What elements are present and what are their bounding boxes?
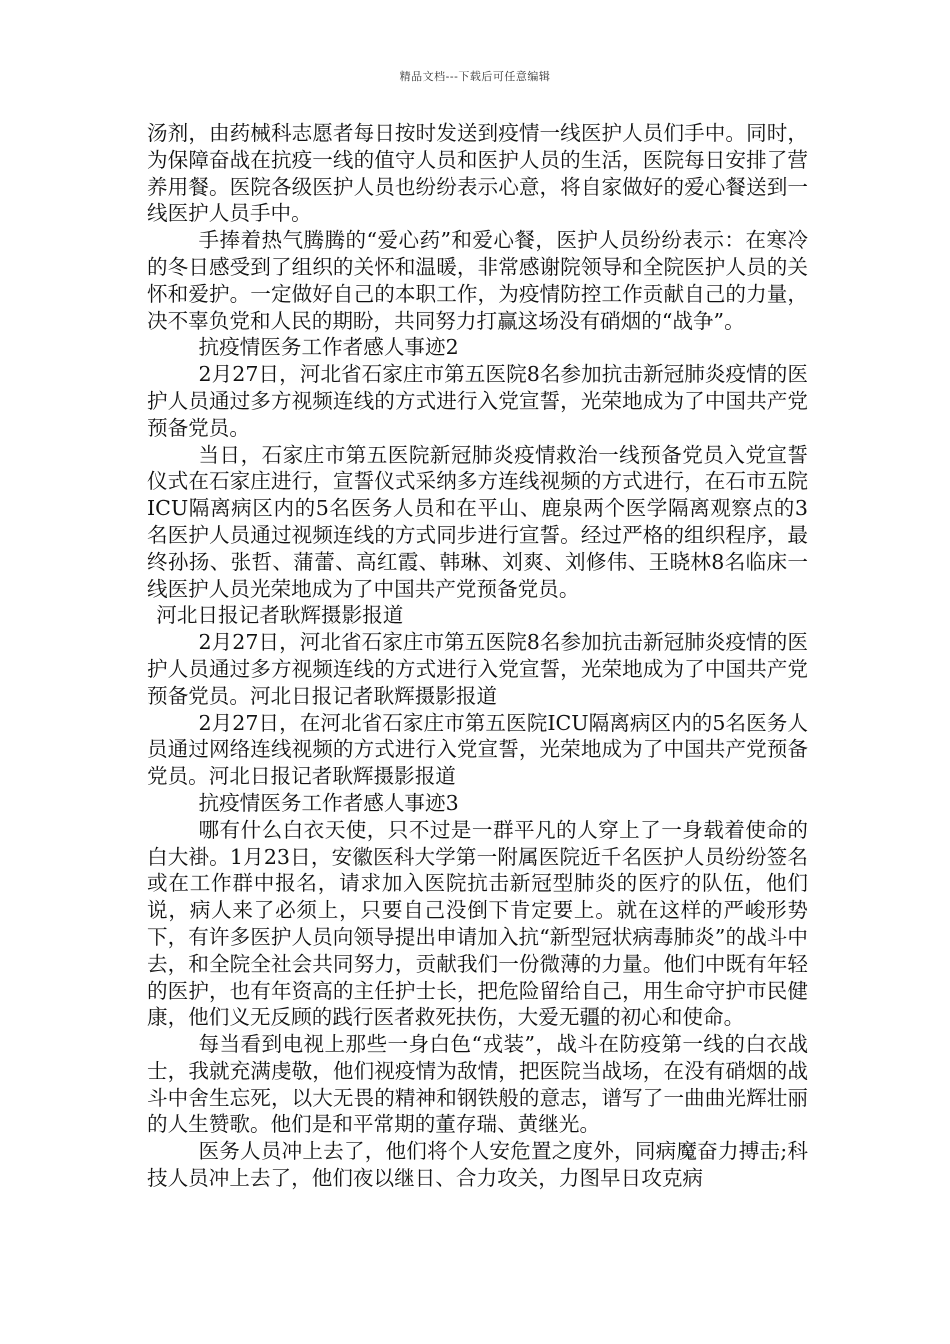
paragraph: 2月27日，在河北省石家庄市第五医院ICU隔离病区内的5名医务人员通过网络连线视频的方式进行入党宣誓，光荣地成为了中国共产党预备党员。河北日报记者耿辉摄影报道 — [147, 710, 808, 789]
paragraph: 每当看到电视上那些一身白色“戎装”，战斗在防疫第一线的白衣战士，我就充满虔敬，他们视疫情为敌情，把医院当战场，在没有硝烟的战斗中舍生忘死，以大无畏的精神和钢铁般的意志，谱写了一曲曲光辉壮丽的人生赞歌。他们是和平常期的董存瑞、黄继光。 — [147, 1032, 808, 1137]
paragraph: 当日，石家庄市第五医院新冠肺炎疫情救治一线预备党员入党宣誓仪式在石家庄进行，宣誓仪式采纳多方连线视频的方式进行，在石市五院ICU隔离病区内的5名医务人员和在平山、鹿泉两个医学隔离观察点的3名医护人员通过视频连线的方式同步进行宣誓。经过严格的组织程序，最终孙扬、张哲、蒲蕾、高红霞、韩琳、刘爽、刘修伟、王晓林8名临床一线医护人员光荣地成为了中国共产党预备党员。 — [147, 442, 808, 601]
paragraph: 2月27日，河北省石家庄市第五医院8名参加抗击新冠肺炎疫情的医护人员通过多方视频连线的方式进行入党宣誓，光荣地成为了中国共产党预备党员。河北日报记者耿辉摄影报道 — [147, 630, 808, 708]
paragraph: 2月27日，河北省石家庄市第五医院8名参加抗击新冠肺炎疫情的医护人员通过多方视频连线的方式进行入党宣誓，光荣地成为了中国共产党预备党员。 — [147, 362, 808, 440]
page-header: 精品文档---下载后可任意编辑 — [399, 70, 551, 83]
section-heading: 抗疫情医务工作者感人事迹3 — [198, 790, 459, 815]
paragraph: 手捧着热气腾腾的“爱心药”和爱心餐，医护人员纷纷表示：在寒冷的冬日感受到了组织的关怀和温暖，非常感谢院领导和全院医护人员的关怀和爱护。一定做好自己的本职工作，为疫情防控工作贡献自己的力量，决不辜负党和人民的期盼，共同努力打赢这场没有硝烟的“战争”。 — [147, 228, 808, 333]
photo-credit: 河北日报记者耿辉摄影报道 — [156, 603, 404, 628]
paragraph: 汤剂，由药械科志愿者每日按时发送到疫情一线医护人员们手中。同时，为保障奋战在抗疫一线的值守人员和医护人员的生活，医院每日安排了营养用餐。医院各级医护人员也纷纷表示心意，将自家做好的爱心餐送到一线医护人员手中。 — [147, 121, 808, 226]
document-body — [147, 120, 808, 1192]
section-heading: 抗疫情医务工作者感人事迹2 — [198, 335, 459, 360]
paragraph: 医务人员冲上去了，他们将个人安危置之度外，同病魔奋力搏击;科技人员冲上去了，他们夜以继日、合力攻关，力图早日攻克病 — [147, 1139, 808, 1191]
paragraph: 哪有什么白衣天使，只不过是一群平凡的人穿上了一身载着使命的白大褂。1月23日，安徽医科大学第一附属医院近千名医护人员纷纷签名或在工作群中报名，请求加入医院抗击新冠型肺炎的医疗的队伍，他们说，病人来了必须上，只要自己没倒下肯定要上。就在这样的严峻形势下，有许多医护人员向领导提出申请加入抗“新型冠状病毒肺炎”的战斗中去，和全院全社会共同努力，贡献我们一份微薄的力量。他们中既有年轻的医护，也有年资高的主任护士长，把危险留给自己，用生命守护市民健康，他们义无反顾的践行医者救死扶伤，大爱无疆的初心和使命。 — [147, 817, 808, 1030]
